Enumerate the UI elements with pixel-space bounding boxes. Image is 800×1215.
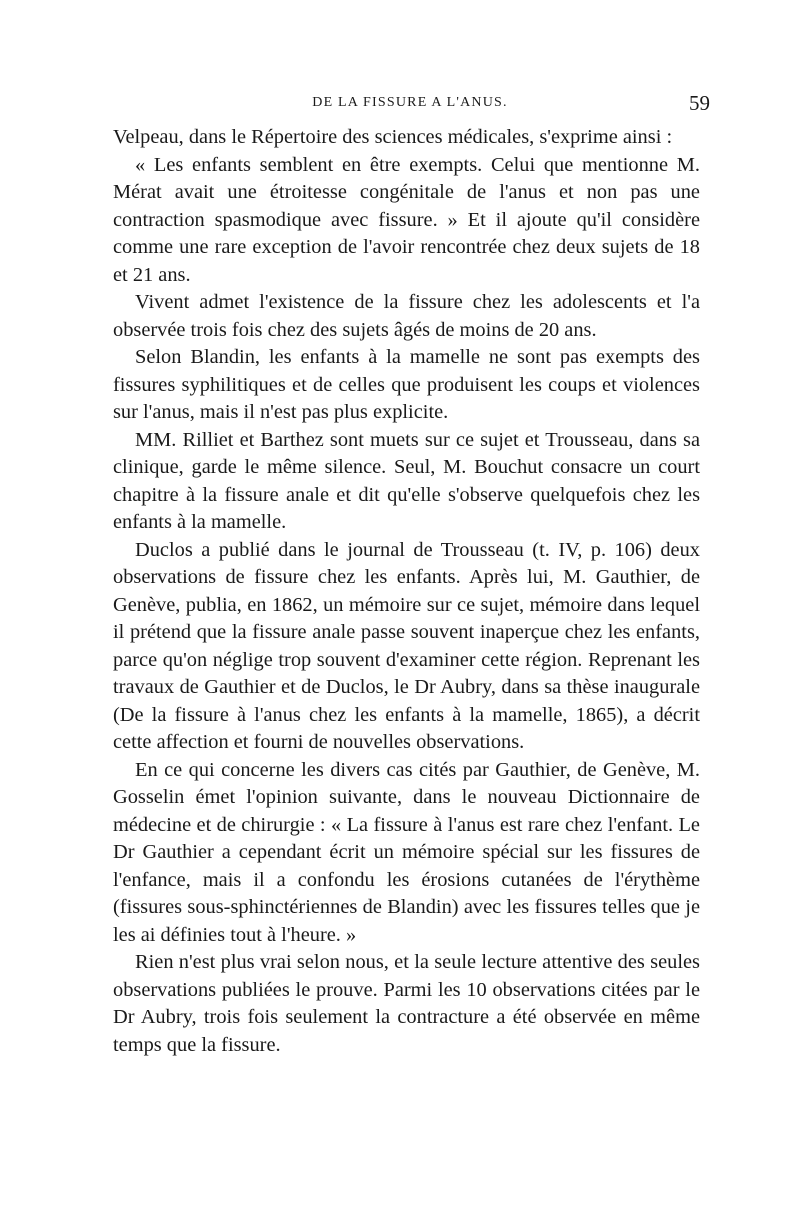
paragraph-conclusion: Rien n'est plus vrai selon nous, et la seule lecture attentive des seules observations publiées le prouve. Parmi les 10 observations citées par le Dr Aubry, trois fois seulement la contracture a été observée en même temps que la fissure.	[113, 951, 700, 1056]
paragraph-gosselin: En ce qui concerne les divers cas cités par Gauthier, de Genève, M. Gosselin émet l'opinion suivante, dans le nouveau Dictionnaire de médecine et de chirurgie : « La fissure à l'anus est rare chez l'enfant. Le Dr Gauthier a cependant écrit un mémoire spécial sur les fissures de l'enfance, mais il a confondu les érosions cutanées de l'érythème (fissures sous-sphinctériennes de Blandin) avec les fissures telles que je les ai définies tout à l'heure. »	[113, 758, 700, 946]
paragraph-duclos: Duclos a publié dans le journal de Trousseau (t. IV, p. 106) deux observations de fissure chez les enfants. Après lui, M. Gauthier, de Genève, publia, en 1862, un mémoire sur ce sujet, mémoire dans lequel il prétend que la fissure anale passe souvent inaperçue chez les enfants, parce qu'on néglige trop souvent d'examiner cette région. Reprenant les travaux de Gauthier et de Duclos, le Dr Aubry, dans sa thèse inaugurale (De la fissure à l'anus chez les enfants à la mamelle, 1865), a décrit cette affection et fourni de nouvelles observations.	[113, 538, 700, 753]
running-head	[110, 93, 710, 117]
paragraph-velpeau: Velpeau, dans le Répertoire des sciences médicales, s'exprime ainsi :	[113, 126, 673, 148]
body-text	[113, 124, 700, 1059]
paragraph-quote-merat: « Les enfants semblent en être exempts. Celui que mentionne M. Mérat avait une étroitesse congénitale de l'anus et non pas une contraction spasmodique avec fissure. » Et il ajoute qu'il considère comme une rare exception de l'avoir rencontrée chez deux sujets de 18 et 21 ans.	[113, 153, 700, 286]
paragraph-vivent: Vivent admet l'existence de la fissure chez les adolescents et l'a observée trois fois chez des sujets âgés de moins de 20 ans.	[113, 291, 700, 341]
page-number: 59	[689, 91, 710, 115]
paragraph-rilliet-barthez: MM. Rilliet et Barthez sont muets sur ce sujet et Trousseau, dans sa clinique, garde le même silence. Seul, M. Bouchut consacre un court chapitre à la fissure anale et dit qu'elle s'observe quelquefois chez les enfants à la mamelle.	[113, 428, 700, 533]
paragraph-blandin: Selon Blandin, les enfants à la mamelle ne sont pas exempts des fissures syphilitiques et de celles que produisent les coups et violences sur l'anus, mais il n'est pas plus explicite.	[113, 346, 700, 423]
running-title: DE LA FISSURE A L'ANUS.	[312, 95, 508, 110]
